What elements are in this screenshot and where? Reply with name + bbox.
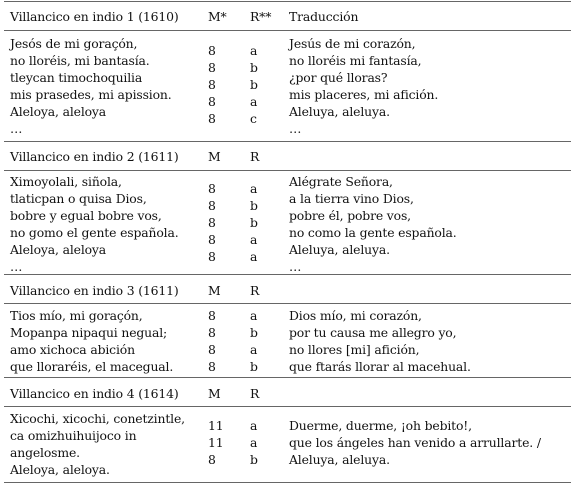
- rhyme-values: [250, 417, 258, 468]
- header-rule-4: [4, 406, 571, 407]
- rhyme-value: a: [250, 435, 258, 450]
- rhyme-header: R: [250, 386, 260, 401]
- translation-line: Jesús de mi corazón,: [289, 36, 416, 51]
- rhyme-value: b: [250, 452, 258, 467]
- verse-line: ca omizhuihuijoco in: [10, 428, 137, 443]
- translation-line: mis placeres, mi afición.: [289, 87, 439, 102]
- translation-line: Dios mío, mi corazón,: [289, 308, 422, 323]
- verse-lines: [10, 410, 185, 478]
- rhyme-value: a: [250, 43, 258, 58]
- meter-values: [208, 42, 216, 127]
- verse-lines: [10, 307, 173, 375]
- rhyme-value: b: [250, 77, 258, 92]
- meter-value: 8: [208, 43, 216, 58]
- translation-line: pobre él, pobre vos,: [289, 208, 411, 223]
- section-title: Villancico en indio 4 (1614): [10, 386, 179, 401]
- verse-lines: [10, 173, 179, 275]
- rhyme-value: b: [250, 198, 258, 213]
- meter-value: 8: [208, 308, 216, 323]
- meter-header: M: [208, 386, 221, 401]
- section-rule-3: [4, 377, 571, 378]
- meter-value: 8: [208, 215, 216, 230]
- verse-line: Tios mío, mi goraçón,: [10, 308, 143, 323]
- rhyme-value: b: [250, 359, 258, 374]
- verse-line: no gomo el gente española.: [10, 225, 179, 240]
- meter-value: 8: [208, 198, 216, 213]
- meter-header: M: [208, 149, 221, 164]
- rhyme-values: [250, 180, 258, 265]
- meter-header: M: [208, 283, 221, 298]
- verse-line: Aleloya, aleloya: [10, 104, 107, 119]
- section-title: Villancico en indio 3 (1611): [10, 283, 179, 298]
- translation-line: a la tierra vino Dios,: [289, 191, 414, 206]
- section-title: Villancico en indio 2 (1611): [10, 149, 179, 164]
- translation-line: ¿por qué lloras?: [289, 70, 388, 85]
- verse-line: mis prasedes, mi apission.: [10, 87, 172, 102]
- translation-line: …: [289, 121, 302, 136]
- header-rule-1: [4, 30, 571, 31]
- translation-lines: [289, 307, 471, 375]
- verse-line: angelosme.: [10, 445, 80, 460]
- verse-line: tlaticpan o quisa Dios,: [10, 191, 147, 206]
- verse-line: Aleloya, aleloya.: [10, 462, 110, 477]
- meter-value: 8: [208, 325, 216, 340]
- verse-line: tleycan timochoquilia: [10, 70, 143, 85]
- meter-value: 8: [208, 232, 216, 247]
- meter-header: M*: [208, 9, 227, 24]
- verse-line: bobre y egual bobre vos,: [10, 208, 162, 223]
- meter-value: 11: [208, 435, 224, 450]
- rhyme-header: R**: [250, 9, 272, 24]
- translation-lines: [289, 173, 457, 275]
- rhyme-header: R: [250, 149, 260, 164]
- translation-line: no lloréis mi fantasía,: [289, 53, 422, 68]
- header-rule-2: [4, 170, 571, 171]
- rhyme-value: b: [250, 60, 258, 75]
- meter-value: 8: [208, 111, 216, 126]
- verse-line: Aleloya, aleloya: [10, 242, 107, 257]
- meter-value: 8: [208, 452, 216, 467]
- translation-line: Alégrate Señora,: [289, 174, 393, 189]
- meter-value: 8: [208, 359, 216, 374]
- meter-values: [208, 180, 216, 265]
- translation-line: no como la gente española.: [289, 225, 457, 240]
- verse-line: Jesós de mi goraçón,: [10, 36, 138, 51]
- table-bottom-rule: [4, 482, 571, 483]
- rhyme-value: b: [250, 325, 258, 340]
- rhyme-value: a: [250, 94, 258, 109]
- meter-value: 8: [208, 94, 216, 109]
- verse-line: no lloréis, mi bantasía.: [10, 53, 150, 68]
- table-top-rule: [4, 1, 571, 2]
- meter-value: 8: [208, 181, 216, 196]
- translation-header: Traducción: [289, 9, 359, 24]
- meter-value: 8: [208, 249, 216, 264]
- verse-line: amo xichoca abición: [10, 342, 135, 357]
- verse-line: Mopanpa nipaqui negual;: [10, 325, 168, 340]
- rhyme-value: c: [250, 111, 257, 126]
- rhyme-value: a: [250, 232, 258, 247]
- translation-line: …: [289, 259, 302, 274]
- translation-line: no llores [mi] afición,: [289, 342, 420, 357]
- meter-value: 11: [208, 418, 224, 433]
- translation-line: Aleluya, aleluya.: [289, 242, 390, 257]
- translation-lines: [289, 35, 438, 137]
- section-title: Villancico en indio 1 (1610): [10, 9, 179, 24]
- meter-values: [208, 307, 216, 375]
- translation-lines: [289, 417, 541, 468]
- verse-lines: [10, 35, 172, 137]
- verse-line: …: [10, 259, 23, 274]
- verse-line: que lloraréis, el macegual.: [10, 359, 174, 374]
- meter-value: 8: [208, 342, 216, 357]
- rhyme-value: a: [250, 181, 258, 196]
- verse-line: Xicochi, xicochi, conetzintle,: [10, 411, 185, 426]
- meter-value: 8: [208, 77, 216, 92]
- translation-line: por tu causa me allegro yo,: [289, 325, 457, 340]
- rhyme-value: a: [250, 308, 258, 323]
- translation-line: Duerme, duerme, ¡oh bebito!,: [289, 418, 472, 433]
- rhyme-value: a: [250, 418, 258, 433]
- translation-line: Aleluya, aleluya.: [289, 104, 390, 119]
- translation-line: que ftarás llorar al macehual.: [289, 359, 471, 374]
- rhyme-header: R: [250, 283, 260, 298]
- rhyme-values: [250, 307, 258, 375]
- rhyme-values: [250, 42, 258, 127]
- meter-values: [208, 417, 223, 468]
- rhyme-value: a: [250, 342, 258, 357]
- rhyme-value: b: [250, 215, 258, 230]
- translation-line: que los ángeles han venido a arrullarte. /: [289, 435, 541, 450]
- header-rule-3: [4, 303, 571, 304]
- rhyme-value: a: [250, 249, 258, 264]
- translation-line: Aleluya, aleluya.: [289, 452, 390, 467]
- verse-line: …: [10, 121, 23, 136]
- section-rule-1: [4, 141, 571, 142]
- verse-line: Ximoyolali, siñola,: [10, 174, 122, 189]
- meter-value: 8: [208, 60, 216, 75]
